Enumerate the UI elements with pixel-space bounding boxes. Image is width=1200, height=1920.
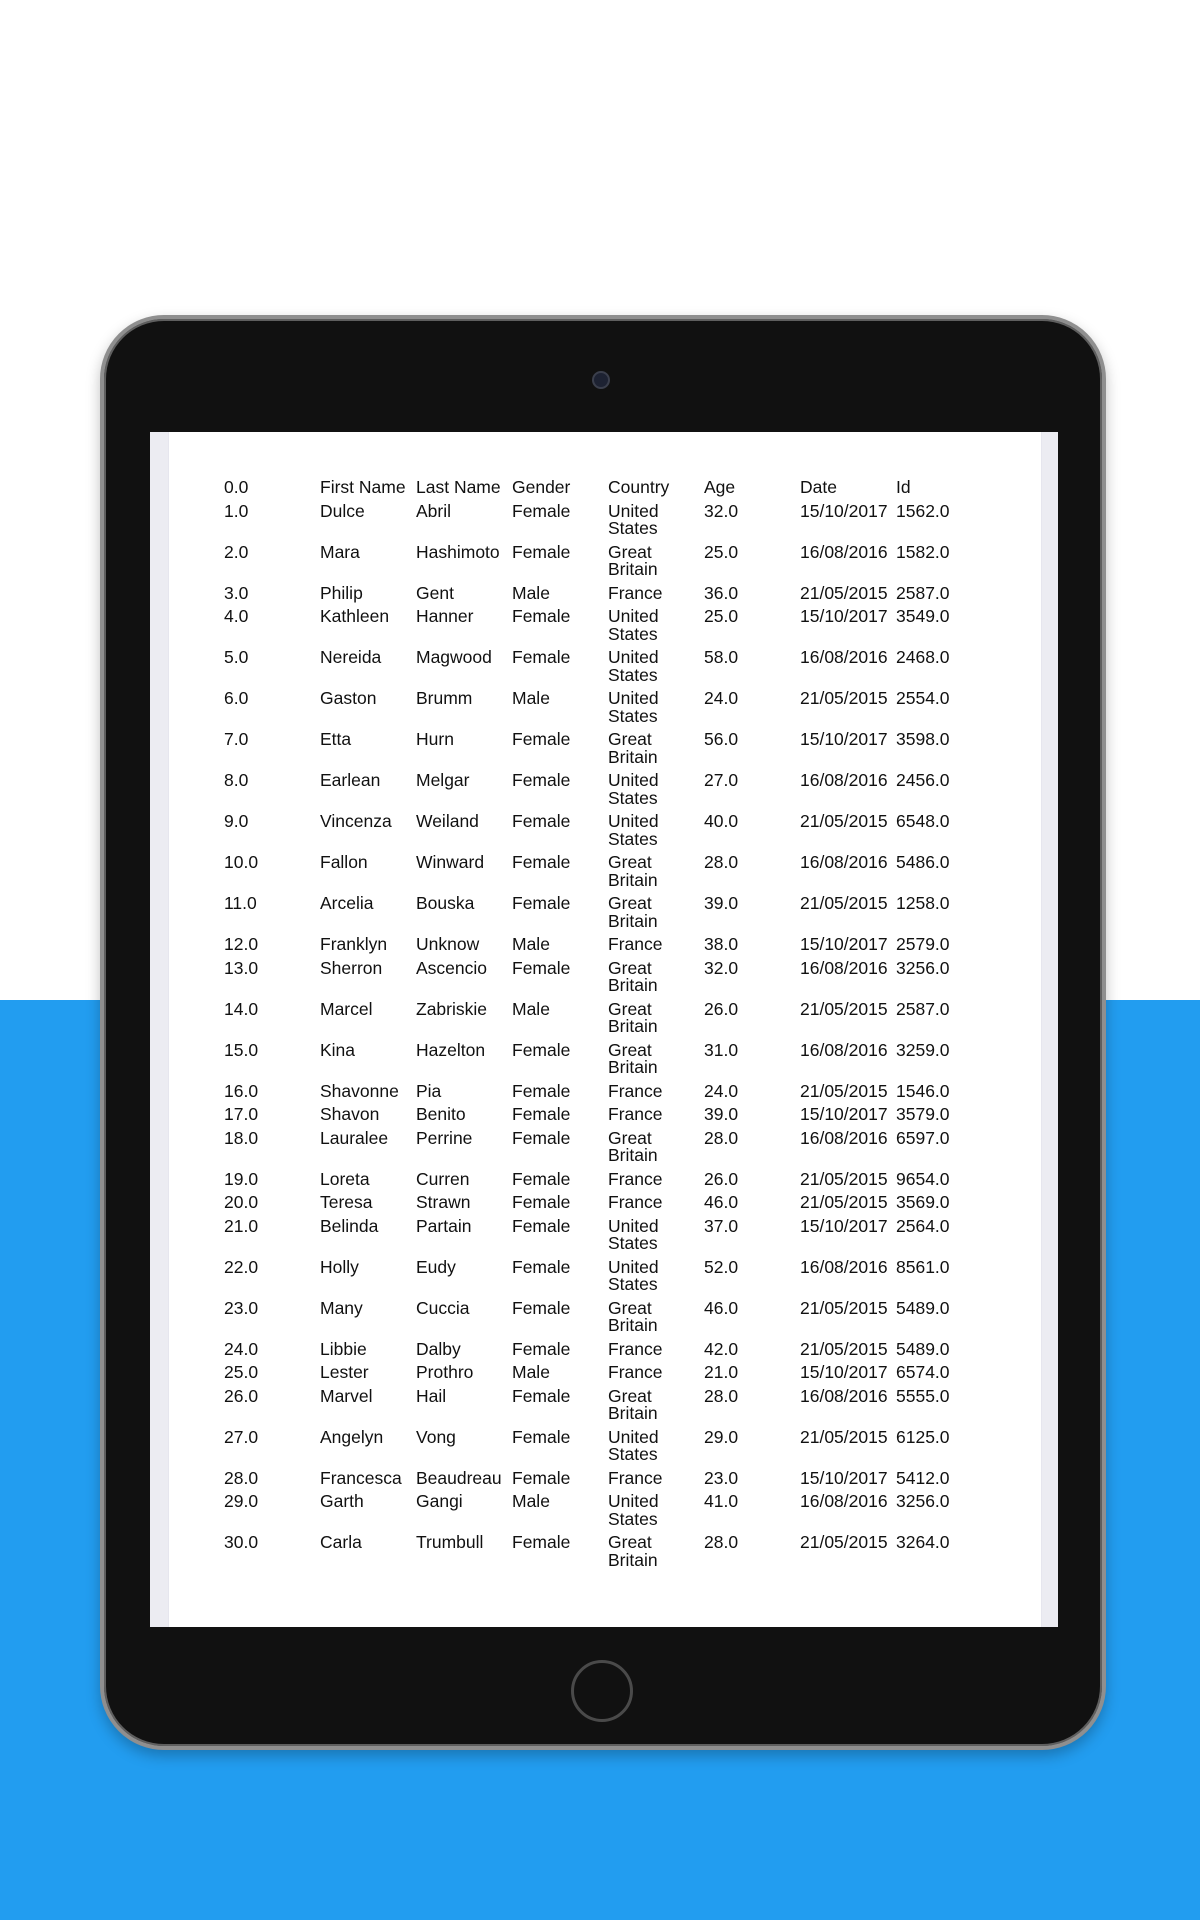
- cell-age: 36.0: [704, 582, 739, 603]
- cell-first-name: Philip: [320, 582, 363, 603]
- cell-first-name: Holly: [320, 1256, 359, 1277]
- cell-age: 37.0: [704, 1215, 739, 1236]
- cell-last-name: Gangi: [416, 1491, 463, 1511]
- cell-last-name: Winward: [416, 852, 485, 872]
- cell-first-name: Carla: [320, 1532, 362, 1552]
- cell-id: 3579.0: [896, 1104, 950, 1124]
- cell-gender: Female: [512, 1467, 571, 1488]
- cell-index: 26.0: [224, 1385, 259, 1406]
- cell-last-name: Prothro: [416, 1362, 474, 1382]
- cell-age: 52.0: [704, 1256, 739, 1277]
- cell-age: 26.0: [704, 1168, 739, 1189]
- cell-id: 1562.0: [896, 500, 950, 521]
- cell-index: 28.0: [224, 1467, 259, 1488]
- cell-date: 21/05/2015: [800, 893, 888, 913]
- cell-gender: Female: [512, 1080, 571, 1101]
- cell-gender: Female: [512, 541, 571, 562]
- cell-gender: Female: [512, 729, 571, 749]
- cell-age: 28.0: [704, 1385, 739, 1406]
- cell-country: Great Britain: [608, 1297, 658, 1335]
- cell-country: France: [608, 1338, 663, 1359]
- cell-index: 30.0: [224, 1532, 259, 1552]
- cell-first-name: Kina: [320, 1039, 356, 1060]
- cell-country: United States: [608, 770, 659, 808]
- cell-last-name: Abril: [416, 500, 452, 521]
- cell-country: Great Britain: [608, 541, 658, 579]
- cell-last-name: Partain: [416, 1215, 472, 1236]
- cell-last-name: Magwood: [416, 647, 492, 667]
- cell-first-name: Angelyn: [320, 1426, 384, 1447]
- cell-country: Great Britain: [608, 1385, 658, 1423]
- cell-gender: Male: [512, 934, 550, 954]
- cell-gender: Female: [512, 770, 571, 790]
- cell-first-name: Nereida: [320, 647, 382, 667]
- cell-gender: Female: [512, 606, 571, 626]
- cell-country: United States: [608, 606, 659, 644]
- cell-id: 5555.0: [896, 1385, 950, 1406]
- cell-country: United States: [608, 500, 659, 538]
- cell-date: 15/10/2017: [800, 500, 888, 521]
- cell-id: 5489.0: [896, 1297, 950, 1318]
- cell-last-name: Strawn: [416, 1192, 471, 1212]
- header-cell-country: Country: [608, 477, 670, 497]
- cell-country: France: [608, 1168, 663, 1189]
- cell-id: 5486.0: [896, 852, 950, 872]
- cell-first-name: Gaston: [320, 688, 377, 708]
- tablet-device: [100, 315, 1106, 1750]
- cell-first-name: Libbie: [320, 1338, 367, 1359]
- cell-date: 21/05/2015: [800, 1080, 888, 1101]
- cell-date: 15/10/2017: [800, 1467, 888, 1488]
- cell-id: 3259.0: [896, 1039, 950, 1060]
- cell-country: Great Britain: [608, 998, 658, 1036]
- cell-index: 16.0: [224, 1080, 259, 1101]
- cell-gender: Male: [512, 688, 550, 708]
- data-table: [224, 477, 1004, 1573]
- cell-age: 23.0: [704, 1467, 739, 1488]
- cell-id: 3549.0: [896, 606, 950, 626]
- cell-first-name: Etta: [320, 729, 352, 749]
- cell-date: 16/08/2016: [800, 852, 888, 872]
- cell-first-name: Arcelia: [320, 893, 374, 913]
- cell-date: 21/05/2015: [800, 688, 888, 708]
- cell-gender: Female: [512, 1426, 571, 1447]
- cell-date: 16/08/2016: [800, 770, 888, 790]
- cell-gender: Female: [512, 1039, 571, 1060]
- header-cell-age: Age: [704, 477, 736, 497]
- cell-date: 16/08/2016: [800, 1039, 888, 1060]
- page-gutter-left: [150, 432, 168, 1627]
- cell-gender: Female: [512, 1168, 571, 1189]
- cell-id: 3598.0: [896, 729, 950, 749]
- cell-age: 26.0: [704, 998, 739, 1019]
- cell-id: 6574.0: [896, 1362, 950, 1382]
- cell-age: 31.0: [704, 1039, 739, 1060]
- cell-gender: Male: [512, 1491, 550, 1511]
- header-cell-gender: Gender: [512, 477, 571, 497]
- cell-index: 18.0: [224, 1127, 259, 1148]
- cell-date: 16/08/2016: [800, 957, 888, 978]
- page-gutter-right: [1040, 432, 1058, 1627]
- cell-country: France: [608, 582, 663, 603]
- cell-first-name: Sherron: [320, 957, 383, 978]
- cell-date: 15/10/2017: [800, 1104, 888, 1124]
- cell-age: 38.0: [704, 934, 739, 954]
- cell-last-name: Eudy: [416, 1256, 456, 1277]
- cell-first-name: Lester: [320, 1362, 369, 1382]
- cell-gender: Female: [512, 1385, 571, 1406]
- cell-age: 25.0: [704, 541, 739, 562]
- cell-id: 2579.0: [896, 934, 950, 954]
- cell-age: 39.0: [704, 893, 739, 913]
- cell-age: 28.0: [704, 1127, 739, 1148]
- cell-last-name: Pia: [416, 1080, 442, 1101]
- cell-last-name: Hail: [416, 1385, 447, 1406]
- cell-gender: Female: [512, 957, 571, 978]
- cell-gender: Female: [512, 1127, 571, 1148]
- cell-index: 9.0: [224, 811, 249, 831]
- cell-age: 40.0: [704, 811, 739, 831]
- cell-last-name: Hazelton: [416, 1039, 486, 1060]
- cell-first-name: Mara: [320, 541, 360, 562]
- cell-first-name: Loreta: [320, 1168, 370, 1189]
- cell-id: 3256.0: [896, 957, 950, 978]
- cell-first-name: Dulce: [320, 500, 365, 521]
- cell-date: 15/10/2017: [800, 934, 888, 954]
- cell-gender: Male: [512, 1362, 550, 1382]
- cell-last-name: Unknow: [416, 934, 480, 954]
- cell-gender: Female: [512, 1256, 571, 1277]
- cell-index: 6.0: [224, 688, 249, 708]
- cell-gender: Female: [512, 1297, 571, 1318]
- cell-country: Great Britain: [608, 1127, 658, 1165]
- cell-date: 16/08/2016: [800, 1127, 888, 1148]
- cell-gender: Female: [512, 811, 571, 831]
- header-cell-date: Date: [800, 477, 837, 497]
- cell-first-name: Francesca: [320, 1467, 402, 1488]
- cell-id: 2587.0: [896, 998, 950, 1019]
- cell-gender: Female: [512, 852, 571, 872]
- cell-date: 15/10/2017: [800, 606, 888, 626]
- cell-age: 46.0: [704, 1192, 739, 1212]
- cell-id: 9654.0: [896, 1168, 950, 1189]
- cell-last-name: Perrine: [416, 1127, 473, 1148]
- cell-date: 15/10/2017: [800, 729, 888, 749]
- cell-last-name: Ascencio: [416, 957, 488, 978]
- cell-age: 42.0: [704, 1338, 739, 1359]
- cell-id: 1582.0: [896, 541, 950, 562]
- cell-first-name: Kathleen: [320, 606, 390, 626]
- header-cell-last-name: Last Name: [416, 477, 501, 497]
- cell-first-name: Earlean: [320, 770, 381, 790]
- cell-gender: Female: [512, 1192, 571, 1212]
- cell-index: 3.0: [224, 582, 249, 603]
- cell-age: 32.0: [704, 500, 739, 521]
- cell-first-name: Marvel: [320, 1385, 373, 1406]
- cell-country: Great Britain: [608, 852, 658, 890]
- cell-gender: Female: [512, 1104, 571, 1124]
- home-button-icon[interactable]: [571, 1660, 633, 1722]
- cell-last-name: Beaudreau: [416, 1467, 502, 1488]
- cell-date: 16/08/2016: [800, 541, 888, 562]
- cell-id: 2587.0: [896, 582, 950, 603]
- cell-id: 8561.0: [896, 1256, 950, 1277]
- cell-first-name: Belinda: [320, 1215, 379, 1236]
- cell-age: 32.0: [704, 957, 739, 978]
- cell-index: 11.0: [224, 893, 257, 913]
- cell-first-name: Many: [320, 1297, 363, 1318]
- camera-icon: [592, 371, 610, 389]
- cell-country: France: [608, 1362, 663, 1382]
- cell-id: 3264.0: [896, 1532, 950, 1552]
- cell-age: 39.0: [704, 1104, 739, 1124]
- cell-country: Great Britain: [608, 1039, 658, 1077]
- document-page[interactable]: [168, 432, 1042, 1627]
- cell-last-name: Trumbull: [416, 1532, 484, 1552]
- cell-index: 1.0: [224, 500, 249, 521]
- cell-last-name: Zabriskie: [416, 998, 487, 1019]
- cell-last-name: Dalby: [416, 1338, 461, 1359]
- cell-age: 21.0: [704, 1362, 739, 1382]
- cell-index: 22.0: [224, 1256, 259, 1277]
- cell-date: 16/08/2016: [800, 1491, 888, 1511]
- cell-first-name: Lauralee: [320, 1127, 389, 1148]
- cell-date: 21/05/2015: [800, 1338, 888, 1359]
- cell-index: 29.0: [224, 1491, 259, 1511]
- cell-last-name: Vong: [416, 1426, 456, 1447]
- cell-age: 29.0: [704, 1426, 739, 1447]
- cell-date: 21/05/2015: [800, 1297, 888, 1318]
- cell-index: 15.0: [224, 1039, 259, 1060]
- cell-last-name: Hurn: [416, 729, 454, 749]
- cell-id: 6597.0: [896, 1127, 950, 1148]
- cell-age: 24.0: [704, 688, 739, 708]
- cell-date: 21/05/2015: [800, 998, 888, 1019]
- cell-age: 56.0: [704, 729, 739, 749]
- cell-age: 58.0: [704, 647, 739, 667]
- header-cell-id: Id: [896, 477, 911, 497]
- cell-gender: Female: [512, 893, 571, 913]
- cell-id: 2456.0: [896, 770, 950, 790]
- cell-country: United States: [608, 1256, 659, 1294]
- cell-date: 16/08/2016: [800, 647, 888, 667]
- cell-age: 27.0: [704, 770, 739, 790]
- cell-gender: Male: [512, 998, 550, 1019]
- cell-last-name: Weiland: [416, 811, 479, 831]
- cell-id: 1546.0: [896, 1080, 950, 1101]
- cell-index: 12.0: [224, 934, 259, 954]
- cell-age: 25.0: [704, 606, 739, 626]
- cell-id: 2468.0: [896, 647, 950, 667]
- cell-index: 20.0: [224, 1192, 259, 1212]
- cell-id: 5489.0: [896, 1338, 950, 1359]
- cell-gender: Male: [512, 582, 550, 603]
- cell-last-name: Melgar: [416, 770, 470, 790]
- cell-date: 15/10/2017: [800, 1362, 888, 1382]
- cell-index: 13.0: [224, 957, 259, 978]
- cell-id: 6125.0: [896, 1426, 950, 1447]
- header-cell-index: 0.0: [224, 477, 249, 497]
- cell-gender: Female: [512, 1215, 571, 1236]
- tablet-screen[interactable]: [150, 432, 1058, 1627]
- cell-country: United States: [608, 1215, 659, 1253]
- cell-first-name: Vincenza: [320, 811, 392, 831]
- cell-first-name: Teresa: [320, 1192, 373, 1212]
- cell-gender: Female: [512, 647, 571, 667]
- cell-country: Great Britain: [608, 1532, 658, 1570]
- cell-date: 21/05/2015: [800, 1192, 888, 1212]
- cell-last-name: Bouska: [416, 893, 475, 913]
- cell-country: Great Britain: [608, 893, 658, 931]
- cell-country: United States: [608, 1491, 659, 1529]
- cell-gender: Female: [512, 1338, 571, 1359]
- cell-last-name: Curren: [416, 1168, 470, 1189]
- cell-index: 5.0: [224, 647, 249, 667]
- cell-country: France: [608, 1192, 663, 1212]
- cell-index: 10.0: [224, 852, 259, 872]
- cell-index: 25.0: [224, 1362, 259, 1382]
- cell-gender: Female: [512, 1532, 571, 1552]
- cell-country: United States: [608, 1426, 659, 1464]
- cell-country: United States: [608, 811, 659, 849]
- cell-index: 21.0: [224, 1215, 259, 1236]
- cell-id: 5412.0: [896, 1467, 950, 1488]
- cell-age: 28.0: [704, 852, 739, 872]
- cell-last-name: Benito: [416, 1104, 466, 1124]
- cell-age: 46.0: [704, 1297, 739, 1318]
- header-cell-first-name: First Name: [320, 477, 406, 497]
- cell-date: 21/05/2015: [800, 811, 888, 831]
- cell-id: 3256.0: [896, 1491, 950, 1511]
- cell-country: Great Britain: [608, 957, 658, 995]
- cell-last-name: Gent: [416, 582, 454, 603]
- cell-first-name: Franklyn: [320, 934, 388, 954]
- cell-index: 8.0: [224, 770, 249, 790]
- cell-index: 19.0: [224, 1168, 259, 1189]
- cell-date: 15/10/2017: [800, 1215, 888, 1236]
- cell-first-name: Fallon: [320, 852, 368, 872]
- cell-country: United States: [608, 647, 659, 685]
- cell-country: Great Britain: [608, 729, 658, 767]
- cell-id: 2554.0: [896, 688, 950, 708]
- cell-age: 24.0: [704, 1080, 739, 1101]
- cell-age: 28.0: [704, 1532, 739, 1552]
- cell-age: 41.0: [704, 1491, 739, 1511]
- cell-index: 7.0: [224, 729, 249, 749]
- cell-country: France: [608, 1080, 663, 1101]
- cell-date: 16/08/2016: [800, 1385, 888, 1406]
- cell-index: 27.0: [224, 1426, 259, 1447]
- cell-index: 2.0: [224, 541, 249, 562]
- cell-gender: Female: [512, 500, 571, 521]
- cell-id: 6548.0: [896, 811, 950, 831]
- cell-first-name: Shavon: [320, 1104, 380, 1124]
- cell-country: France: [608, 1104, 663, 1124]
- cell-first-name: Shavonne: [320, 1080, 399, 1101]
- cell-date: 16/08/2016: [800, 1256, 888, 1277]
- cell-index: 17.0: [224, 1104, 259, 1124]
- cell-first-name: Garth: [320, 1491, 364, 1511]
- cell-last-name: Cuccia: [416, 1297, 470, 1318]
- cell-id: 1258.0: [896, 893, 950, 913]
- cell-id: 3569.0: [896, 1192, 950, 1212]
- cell-date: 21/05/2015: [800, 582, 888, 603]
- cell-date: 21/05/2015: [800, 1532, 888, 1552]
- cell-last-name: Hashimoto: [416, 541, 500, 562]
- cell-index: 14.0: [224, 998, 259, 1019]
- cell-last-name: Hanner: [416, 606, 474, 626]
- cell-index: 4.0: [224, 606, 249, 626]
- cell-country: United States: [608, 688, 659, 726]
- cell-index: 24.0: [224, 1338, 259, 1359]
- cell-date: 21/05/2015: [800, 1426, 888, 1447]
- cell-first-name: Marcel: [320, 998, 373, 1019]
- cell-last-name: Brumm: [416, 688, 473, 708]
- cell-index: 23.0: [224, 1297, 259, 1318]
- cell-id: 2564.0: [896, 1215, 950, 1236]
- cell-date: 21/05/2015: [800, 1168, 888, 1189]
- cell-country: France: [608, 1467, 663, 1488]
- cell-country: France: [608, 934, 663, 954]
